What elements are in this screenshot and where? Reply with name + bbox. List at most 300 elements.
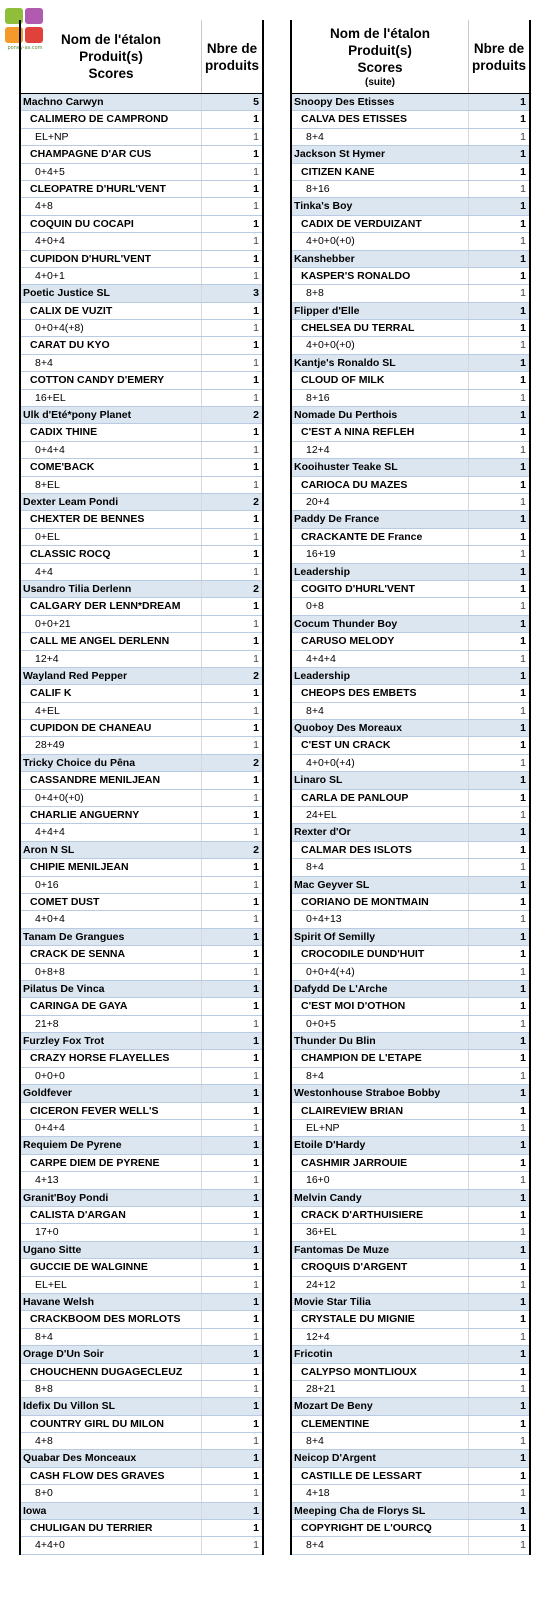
score-value: 8+8 — [35, 1382, 53, 1395]
column-separator — [201, 1485, 202, 1501]
count-value: 1 — [520, 252, 526, 265]
product-row — [292, 1468, 529, 1485]
product-row — [21, 720, 262, 737]
score-row — [292, 1433, 529, 1450]
column-separator — [468, 1172, 469, 1188]
column-separator — [468, 459, 469, 475]
column-separator — [468, 581, 469, 597]
product-name: CADIX DE VERDUIZANT — [301, 217, 422, 230]
count-value: 1 — [520, 635, 526, 648]
column-separator — [201, 146, 202, 162]
count-value: 1 — [253, 304, 259, 317]
score-row — [292, 337, 529, 354]
score-row — [21, 1381, 262, 1398]
count-value: 1 — [253, 1435, 259, 1448]
count-value: 1 — [253, 861, 259, 874]
product-name: COGITO D'HURL'VENT — [301, 582, 415, 595]
product-name: CLEMENTINE — [301, 1417, 370, 1430]
product-name: C'EST A NINA REFLEH — [301, 426, 415, 439]
product-row — [21, 1155, 262, 1172]
column-separator — [468, 216, 469, 232]
stallion-row — [21, 842, 262, 859]
column-separator — [201, 703, 202, 719]
count-value: 1 — [520, 704, 526, 717]
product-name: CALYPSO MONTLIOUX — [301, 1365, 417, 1378]
score-row — [292, 651, 529, 668]
column-separator — [201, 824, 202, 840]
header-name-line: Scores — [357, 59, 403, 75]
count-value: 1 — [520, 1295, 526, 1308]
count-value: 1 — [520, 1522, 526, 1535]
stallion-row — [292, 355, 529, 372]
stallion-row — [21, 981, 262, 998]
stallion-row — [21, 929, 262, 946]
column-separator — [201, 1364, 202, 1380]
score-row — [292, 390, 529, 407]
column-separator — [201, 1120, 202, 1136]
count-value: 1 — [520, 565, 526, 578]
stallion-name: Fricotin — [294, 1348, 333, 1361]
count-value: 1 — [520, 582, 526, 595]
count-value: 1 — [520, 356, 526, 369]
score-row — [292, 442, 529, 459]
stallion-name: Orage D'Un Soir — [23, 1348, 104, 1361]
column-separator — [468, 790, 469, 806]
count-value: 1 — [253, 1139, 259, 1152]
count-value: 1 — [520, 930, 526, 943]
column-separator — [201, 964, 202, 980]
stallion-name: Dafydd De L'Arche — [294, 982, 388, 995]
column-separator — [201, 842, 202, 858]
product-row — [21, 181, 262, 198]
product-name: CRYSTALE DU MIGNIE — [301, 1313, 415, 1326]
score-value: 20+4 — [306, 495, 330, 508]
stallion-row — [21, 94, 262, 111]
product-name: CLASSIC ROCQ — [30, 548, 111, 561]
score-value: 0+8 — [306, 600, 324, 613]
product-name: CASH FLOW DES GRAVES — [30, 1469, 165, 1482]
column-separator — [468, 494, 469, 510]
column-separator — [201, 268, 202, 284]
score-value: 24+EL — [306, 809, 337, 822]
stallion-name: Tinka's Boy — [294, 200, 353, 213]
count-value: 1 — [253, 1000, 259, 1013]
column-separator — [201, 633, 202, 649]
product-name: CARIOCA DU MAZES — [301, 478, 408, 491]
column-separator — [201, 598, 202, 614]
product-name: CUPIDON D'HURL'VENT — [30, 252, 152, 265]
count-value: 1 — [253, 826, 259, 839]
count-value: 1 — [253, 1330, 259, 1343]
product-row — [292, 372, 529, 389]
column-separator — [468, 233, 469, 249]
product-name: C'EST UN CRACK — [301, 739, 391, 752]
stallion-name: Tricky Choice du Pêna — [23, 756, 136, 769]
product-row — [21, 546, 262, 563]
product-name: CALGARY DER LENN*DREAM — [30, 600, 181, 613]
column-separator — [468, 1537, 469, 1553]
product-row — [292, 216, 529, 233]
product-name: CICERON FEVER WELL'S — [30, 1104, 159, 1117]
count-value: 1 — [253, 269, 259, 282]
score-row — [21, 911, 262, 928]
table-header — [21, 20, 262, 94]
stallion-row — [21, 1242, 262, 1259]
column-separator — [468, 303, 469, 319]
count-value: 1 — [253, 252, 259, 265]
column-separator — [468, 772, 469, 788]
column-separator — [201, 1416, 202, 1432]
stallion-row — [292, 251, 529, 268]
stallion-name: Flipper d'Elle — [294, 304, 360, 317]
score-value: 8+4 — [306, 861, 324, 874]
stallion-name: Spirit Of Semilly — [294, 930, 376, 943]
column-separator — [468, 198, 469, 214]
product-row — [292, 1155, 529, 1172]
product-row — [292, 1416, 529, 1433]
count-value: 1 — [520, 548, 526, 561]
stallion-name: Furzley Fox Trot — [23, 1035, 105, 1048]
count-value: 1 — [253, 1400, 259, 1413]
column-separator — [201, 581, 202, 597]
column-separator — [201, 1381, 202, 1397]
stallion-row — [292, 981, 529, 998]
score-value: 8+4 — [306, 1539, 324, 1552]
score-row — [292, 494, 529, 511]
count-value: 1 — [253, 565, 259, 578]
column-separator — [468, 1468, 469, 1484]
column-separator — [468, 285, 469, 301]
stallion-row — [21, 581, 262, 598]
header-count-line: produits — [472, 57, 526, 73]
column-separator — [468, 1520, 469, 1536]
column-separator — [468, 1329, 469, 1345]
stallion-name: Movie Star Tilia — [294, 1295, 371, 1308]
score-row — [292, 1329, 529, 1346]
stallion-name: Tanam De Grangues — [23, 930, 125, 943]
header-name-line: Produit(s) — [348, 42, 412, 58]
column-separator — [201, 1190, 202, 1206]
stallion-name: Cocum Thunder Boy — [294, 617, 398, 630]
column-separator — [201, 1294, 202, 1310]
count-value: 1 — [253, 1104, 259, 1117]
score-row — [21, 877, 262, 894]
column-separator — [201, 859, 202, 875]
stallion-name: Granit'Boy Pondi — [23, 1191, 109, 1204]
column-separator — [468, 1398, 469, 1414]
product-row — [21, 807, 262, 824]
score-value: 8+0 — [35, 1487, 53, 1500]
column-separator — [468, 129, 469, 145]
count-value: 1 — [253, 722, 259, 735]
stallion-row — [21, 407, 262, 424]
column-separator — [468, 1259, 469, 1275]
stallion-name: Etoile D'Hardy — [294, 1139, 366, 1152]
count-value: 1 — [520, 1313, 526, 1326]
count-value: 1 — [520, 1400, 526, 1413]
column-separator — [468, 424, 469, 440]
stallion-row — [292, 720, 529, 737]
score-row — [21, 1120, 262, 1137]
column-separator — [468, 268, 469, 284]
product-name: CALIMERO DE CAMPROND — [30, 113, 169, 126]
product-row — [21, 772, 262, 789]
header-name-line: Nom de l'étalon — [61, 32, 161, 47]
product-row — [292, 685, 529, 702]
product-name: CLAIREVIEW BRIAN — [301, 1104, 404, 1117]
count-value: 1 — [520, 1243, 526, 1256]
count-value: 1 — [253, 774, 259, 787]
score-row — [292, 129, 529, 146]
count-value: 1 — [253, 1156, 259, 1169]
count-value: 1 — [520, 1017, 526, 1030]
score-value: 17+0 — [35, 1226, 59, 1239]
product-row — [292, 581, 529, 598]
count-value: 1 — [520, 1209, 526, 1221]
column-separator — [201, 790, 202, 806]
count-value: 1 — [520, 426, 526, 439]
column-separator — [201, 737, 202, 753]
score-value: 4+0+4 — [35, 913, 65, 926]
product-row — [292, 424, 529, 441]
stallion-name: Fantomas De Muze — [294, 1243, 390, 1256]
score-row — [21, 1016, 262, 1033]
header-name-cell — [292, 20, 468, 93]
column-separator — [468, 320, 469, 336]
score-row — [292, 1172, 529, 1189]
count-value: 1 — [253, 1348, 259, 1361]
stallion-row — [292, 94, 529, 111]
stallion-name: Nomade Du Perthois — [294, 409, 398, 422]
score-row — [292, 233, 529, 250]
column-separator — [468, 1016, 469, 1032]
column-separator — [468, 1381, 469, 1397]
stallion-name: Ulk d'Eté*pony Planet — [23, 409, 132, 422]
count-value: 1 — [253, 1122, 259, 1135]
product-row — [21, 337, 262, 354]
score-row — [21, 390, 262, 407]
count-value: 1 — [253, 513, 259, 526]
score-row — [21, 964, 262, 981]
column-separator — [201, 1103, 202, 1119]
score-row — [21, 1172, 262, 1189]
count-value: 1 — [253, 1035, 259, 1048]
count-value: 1 — [520, 895, 526, 908]
stallion-row — [21, 1190, 262, 1207]
product-row — [21, 459, 262, 476]
column-separator — [201, 981, 202, 997]
score-value: 8+16 — [306, 391, 330, 404]
column-separator — [201, 164, 202, 180]
score-value: 8+4 — [306, 1069, 324, 1082]
score-row — [21, 564, 262, 581]
product-row — [21, 633, 262, 650]
column-separator — [201, 1259, 202, 1275]
product-row — [292, 320, 529, 337]
column-separator — [468, 946, 469, 962]
column-separator — [468, 1311, 469, 1327]
count-value: 1 — [520, 200, 526, 213]
header-name-cell — [21, 20, 201, 93]
score-row — [292, 1120, 529, 1137]
score-row — [21, 651, 262, 668]
score-value: 4+0+4 — [35, 235, 65, 248]
product-row — [21, 1364, 262, 1381]
product-row — [21, 111, 262, 128]
column-separator — [468, 546, 469, 562]
count-value: 1 — [520, 130, 526, 143]
stallion-row — [21, 1085, 262, 1102]
column-separator — [468, 442, 469, 458]
product-row — [292, 1364, 529, 1381]
score-value: 28+21 — [306, 1382, 336, 1395]
count-value: 1 — [520, 443, 526, 456]
product-row — [21, 946, 262, 963]
column-separator — [201, 1537, 202, 1553]
stallion-row — [21, 1137, 262, 1154]
product-row — [21, 1520, 262, 1537]
score-row — [21, 1224, 262, 1241]
column-separator — [468, 1277, 469, 1293]
column-separator — [201, 1398, 202, 1414]
column-separator — [201, 216, 202, 232]
product-row — [292, 946, 529, 963]
count-value: 1 — [253, 200, 259, 213]
stallion-row — [21, 1346, 262, 1363]
score-row — [21, 198, 262, 215]
count-value: 1 — [520, 1174, 526, 1187]
score-value: 4+4+4 — [35, 826, 65, 839]
column-separator — [468, 94, 469, 110]
column-separator — [468, 859, 469, 875]
count-value: 1 — [253, 1278, 259, 1291]
count-value: 1 — [520, 791, 526, 804]
column-separator — [468, 807, 469, 823]
count-value: 1 — [253, 165, 259, 178]
column-separator — [201, 1207, 202, 1223]
count-value: 5 — [253, 96, 259, 108]
column-separator — [201, 529, 202, 545]
stallion-row — [292, 1450, 529, 1467]
score-value: 0+4+4 — [35, 1122, 65, 1135]
score-value: 0+16 — [35, 878, 59, 891]
product-name: CARINGA DE GAYA — [30, 1000, 128, 1013]
column-separator — [468, 737, 469, 753]
product-row — [21, 998, 262, 1015]
column-separator — [468, 1503, 469, 1519]
score-row — [292, 546, 529, 563]
score-row — [21, 129, 262, 146]
product-name: CALVA DES ETISSES — [301, 113, 407, 126]
stallion-name: Quabar Des Monceaux — [23, 1452, 137, 1465]
count-value: 1 — [520, 1452, 526, 1465]
count-value: 1 — [520, 948, 526, 961]
product-name: CADIX THINE — [30, 426, 98, 439]
score-value: 0+0+4(+4) — [306, 965, 355, 978]
score-row — [21, 442, 262, 459]
count-value: 2 — [253, 843, 259, 856]
score-row — [21, 1537, 262, 1554]
stallion-row — [21, 1450, 262, 1467]
count-value: 1 — [520, 269, 526, 282]
column-separator — [468, 355, 469, 371]
count-value: 1 — [520, 1035, 526, 1048]
count-value: 1 — [520, 1504, 526, 1517]
score-value: 8+4 — [306, 704, 324, 717]
stallion-name: Leadership — [294, 669, 351, 682]
count-value: 1 — [520, 339, 526, 352]
product-row — [21, 372, 262, 389]
stallion-row — [21, 1294, 262, 1311]
stallion-name: Mozart De Beny — [294, 1400, 373, 1413]
score-row — [21, 164, 262, 181]
product-name: CARLA DE PANLOUP — [301, 791, 409, 804]
product-name: KASPER'S RONALDO — [301, 269, 411, 282]
column-separator — [201, 911, 202, 927]
count-value: 1 — [520, 478, 526, 491]
stallion-name: Kantje's Ronaldo SL — [294, 356, 396, 369]
table-body — [292, 94, 529, 1555]
count-value: 1 — [253, 1382, 259, 1395]
score-row — [292, 755, 529, 772]
column-separator — [468, 477, 469, 493]
product-name: CALIX DE VUZIT — [30, 304, 113, 317]
product-name: CRACK D'ARTHUISIERE — [301, 1209, 424, 1221]
stallion-row — [292, 146, 529, 163]
product-row — [292, 1050, 529, 1067]
stallion-name: Leadership — [294, 565, 351, 578]
score-row — [21, 1485, 262, 1502]
stallion-row — [292, 303, 529, 320]
product-name: CLOUD OF MILK — [301, 374, 385, 387]
column-separator — [468, 1207, 469, 1223]
count-value: 1 — [520, 600, 526, 613]
column-separator — [468, 1103, 469, 1119]
score-row — [292, 859, 529, 876]
score-value: 4+0+1 — [35, 269, 65, 282]
count-value: 1 — [520, 1191, 526, 1204]
column-separator — [468, 877, 469, 893]
product-name: CALISTA D'ARGAN — [30, 1209, 126, 1221]
column-separator — [201, 94, 202, 110]
count-value: 1 — [253, 687, 259, 700]
count-value: 1 — [253, 461, 259, 474]
count-value: 1 — [520, 1122, 526, 1135]
count-value: 1 — [520, 774, 526, 787]
product-row — [21, 251, 262, 268]
column-separator — [468, 511, 469, 527]
count-value: 1 — [253, 913, 259, 926]
stallion-name: Meeping Cha de Florys SL — [294, 1504, 426, 1517]
column-separator — [201, 1085, 202, 1101]
score-value: 16+EL — [35, 391, 66, 404]
stallion-row — [292, 459, 529, 476]
count-value: 1 — [253, 356, 259, 369]
product-row — [21, 859, 262, 876]
score-value: 4+4+0 — [35, 1539, 65, 1552]
count-value: 1 — [520, 1487, 526, 1500]
stallion-row — [292, 1242, 529, 1259]
column-separator — [201, 894, 202, 910]
column-separator — [201, 198, 202, 214]
count-value: 1 — [253, 1243, 259, 1256]
score-value: 0+0+21 — [35, 617, 71, 630]
product-name: CHEXTER DE BENNES — [30, 513, 145, 526]
column-separator — [201, 337, 202, 353]
product-row — [21, 1259, 262, 1276]
column-separator — [201, 181, 202, 197]
product-row — [292, 737, 529, 754]
